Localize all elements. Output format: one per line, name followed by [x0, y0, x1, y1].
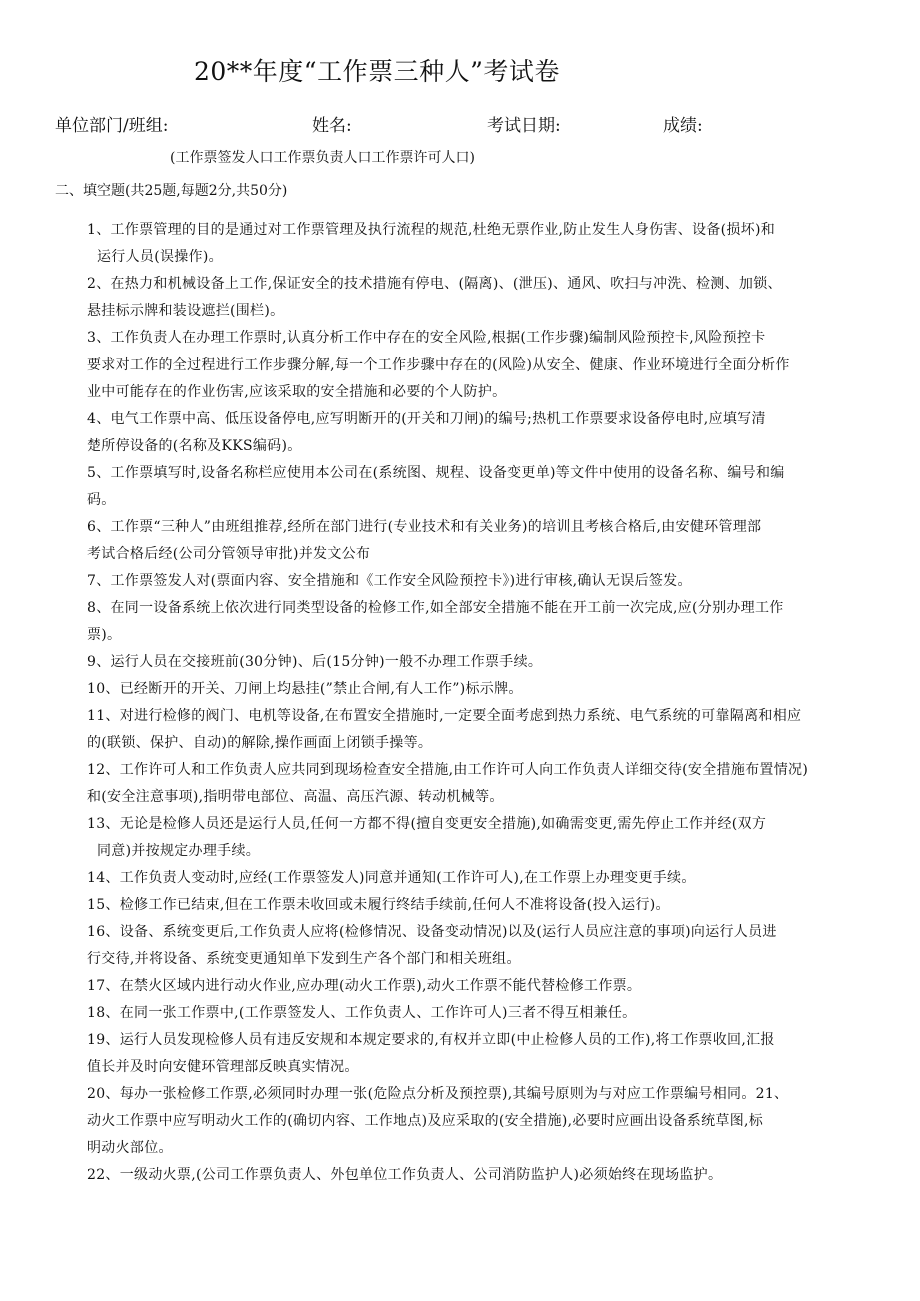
question-item [87, 596, 877, 647]
question-item [87, 569, 877, 593]
question-text: 16、设备、系统变更后,工作负责人应将(检修情况、设备变动情况)以及(运行人员应注意的事项)向运行人员进 [87, 924, 777, 940]
question-item [87, 1001, 877, 1025]
question-line [87, 1001, 877, 1025]
exam-date-label: 考试日期: [487, 116, 561, 136]
question-line [87, 974, 877, 998]
question-line [87, 812, 877, 836]
question-text: 8、在同一设备系统上依次进行同类型设备的检修工作,如全部安全措施不能在开工前一次完成,应(分别办理工作 [87, 600, 784, 616]
question-line [87, 407, 877, 431]
question-line [87, 488, 877, 512]
question-line [87, 839, 877, 863]
question-text: 考试合格后经(公司分管领导审批)并发文公布 [87, 546, 371, 562]
question-line [87, 461, 877, 485]
question-line [87, 272, 877, 296]
question-line [87, 542, 877, 566]
question-text: 的(联锁、保护、自动)的解除,操作画面上闭锁手操等。 [87, 735, 433, 751]
question-item [87, 218, 877, 269]
question-text: 同意)并按规定办理手续。 [97, 843, 261, 859]
question-text: 18、在同一张工作票中,(工作票签发人、工作负责人、工作许可人)三者不得互相兼任。 [87, 1005, 637, 1021]
question-line [87, 704, 877, 728]
question-line [87, 623, 877, 647]
question-text: 20、每办一张检修工作票,必须同时办理一张(危险点分析及预控票),其编号原则为与对应工作票编号相同。21、 [87, 1086, 789, 1102]
question-line [87, 1028, 877, 1052]
question-line [87, 434, 877, 458]
question-text: 5、工作票填写时,设备名称栏应使用本公司在(系统图、规程、设备变更单)等文件中使用的设备名称、编号和编 [87, 465, 785, 481]
question-line [87, 218, 877, 242]
question-line [87, 1163, 877, 1187]
role-checkboxes-line: (工作票签发人口工作票负责人口工作票许可人口) [170, 150, 475, 166]
question-line [87, 245, 877, 269]
question-text: 15、检修工作已结束,但在工作票未收回或未履行终结手续前,任何人不准将设备(投入运行)。 [87, 897, 670, 913]
question-line [87, 515, 877, 539]
question-item [87, 866, 877, 890]
question-text: 11、对进行检修的阀门、电机等设备,在布置安全措施时,一定要全面考虑到热力系统、电气系统的可靠隔离和相应 [87, 708, 802, 724]
question-line [87, 1109, 877, 1133]
question-text: 7、工作票签发人对(票面内容、安全措施和《工作安全风险预控卡》)进行审核,确认无误后签发。 [87, 573, 692, 589]
name-label: 姓名: [312, 116, 352, 136]
question-line [87, 1136, 877, 1160]
question-line [87, 920, 877, 944]
question-line [87, 1055, 877, 1079]
question-text: 14、工作负责人变动时,应经(工作票签发人)同意并通知(工作许可人),在工作票上办理变更手续。 [87, 870, 696, 886]
question-item [87, 326, 877, 404]
question-text: 10、已经断开的开关、刀闸上均悬挂(”禁止合闸,有人工作”)标示牌。 [87, 681, 523, 697]
department-label: 单位部门/班组: [55, 116, 169, 136]
question-item [87, 515, 877, 566]
question-item [87, 974, 877, 998]
question-text: 和(安全注意事项),指明带电部位、高温、高压汽源、转动机械等。 [87, 789, 504, 805]
question-text: 19、运行人员发现检修人员有违反安规和本规定要求的,有权并立即(中止检修人员的工作),将工作票收回,汇报 [87, 1032, 775, 1048]
question-text: 12、工作许可人和工作负责人应共同到现场检查安全措施,由工作许可人向工作负责人详细交待(安全措施布置情况) [87, 762, 809, 778]
question-line [87, 731, 877, 755]
question-line [87, 677, 877, 701]
page-title: 20**年度“工作票三种人”考试卷 [194, 57, 560, 86]
question-text: 票)。 [87, 627, 122, 643]
question-text: 2、在热力和机械设备上工作,保证安全的技术措施有停电、(隔离)、(泄压)、通风、吹扫与冲洗、检测、加锁、 [87, 276, 782, 292]
question-line [87, 650, 877, 674]
question-line [87, 893, 877, 917]
question-item [87, 920, 877, 971]
question-item [87, 461, 877, 512]
question-text: 运行人员(误操作)。 [97, 249, 223, 265]
question-text: 值长并及时向安健环管理部反映真实情况。 [87, 1059, 359, 1075]
question-line [87, 299, 877, 323]
question-line [87, 758, 877, 782]
question-line [87, 596, 877, 620]
question-item [87, 812, 877, 863]
question-text: 17、在禁火区域内进行动火作业,应办理(动火工作票),动火工作票不能代替检修工作票。 [87, 978, 642, 994]
question-text: 业中可能存在的作业伤害,应该采取的安全措施和必要的个人防护。 [87, 384, 507, 400]
score-label: 成绩: [663, 116, 703, 136]
question-item [87, 758, 877, 809]
question-list [87, 218, 877, 1190]
question-line [87, 353, 877, 377]
question-item [87, 407, 877, 458]
question-text: 楚所停设备的(名称及KKS编码)。 [87, 438, 302, 454]
question-text: 行交待,并将设备、系统变更通知单下发到生产各个部门和相关班组。 [87, 951, 521, 967]
question-item [87, 1082, 877, 1160]
question-item [87, 272, 877, 323]
question-line [87, 1082, 877, 1106]
question-line [87, 326, 877, 350]
question-text: 22、一级动火票,(公司工作票负责人、外包单位工作负责人、公司消防监护人)必须始终在现场监护。 [87, 1167, 723, 1183]
section-title: 二、填空题(共25题,每题2分,共50分) [55, 183, 288, 199]
question-item [87, 677, 877, 701]
question-text: 要求对工作的全过程进行工作步骤分解,每一个工作步骤中存在的(风险)从安全、健康、作业环境进行全面分析作 [87, 357, 790, 373]
question-line [87, 785, 877, 809]
question-text: 1、工作票管理的目的是通过对工作票管理及执行流程的规范,杜绝无票作业,防止发生人身伤害、设备(损坏)和 [87, 222, 776, 238]
question-text: 明动火部位。 [87, 1140, 173, 1156]
question-text: 码。 [87, 492, 116, 508]
question-text: 9、运行人员在交接班前(30分钟)、后(15分钟)一般不办理工作票手续。 [87, 654, 543, 670]
question-text: 悬挂标示牌和装设遮拦(围栏)。 [87, 303, 285, 319]
question-text: 3、工作负责人在办理工作票时,认真分析工作中存在的安全风险,根据(工作步骤)编制风险预控卡,风险预控卡 [87, 330, 766, 346]
question-text: 4、电气工作票中高、低压设备停电,应写明断开的(开关和刀闸)的编号;热机工作票要求设备停电时,应填写清 [87, 411, 766, 427]
question-item [87, 893, 877, 917]
question-text: 动火工作票中应写明动火工作的(确切内容、工作地点)及应采取的(安全措施),必要时应画出设备系统草图,标 [87, 1113, 764, 1129]
question-line [87, 569, 877, 593]
question-item [87, 1028, 877, 1079]
question-line [87, 947, 877, 971]
question-line [87, 866, 877, 890]
question-item [87, 650, 877, 674]
question-text: 6、工作票“三种人”由班组推荐,经所在部门进行(专业技术和有关业务)的培训且考核合格后,由安健环管理部 [87, 519, 762, 535]
question-text: 13、无论是检修人员还是运行人员,任何一方都不得(擅自变更安全措施),如确需变更,需先停止工作并经(双方 [87, 816, 767, 832]
question-item [87, 1163, 877, 1187]
question-line [87, 380, 877, 404]
question-item [87, 704, 877, 755]
